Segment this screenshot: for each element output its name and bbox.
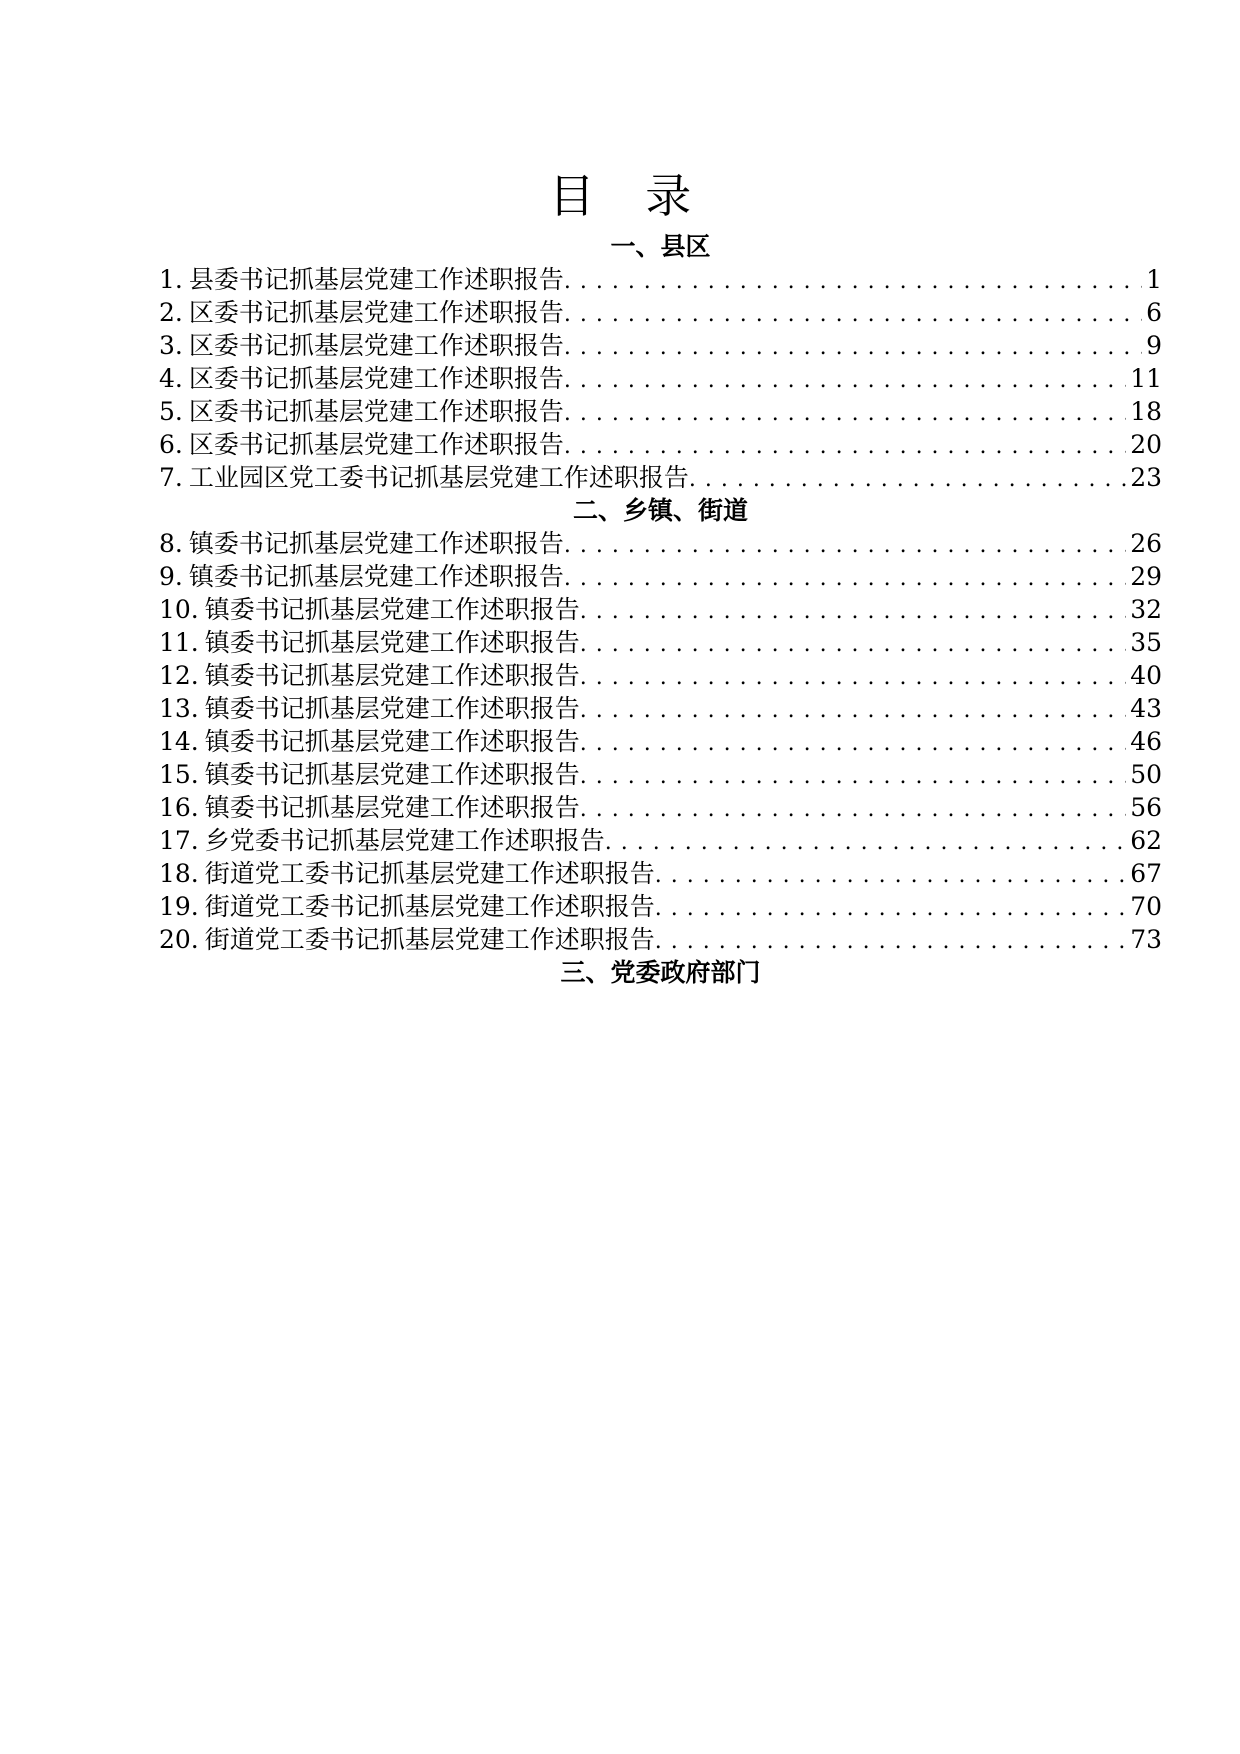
toc-entry-number: 13. <box>159 694 199 723</box>
toc-entry[interactable] <box>159 824 1162 857</box>
toc-entry-number: 6. <box>159 430 183 459</box>
toc-entry-number: 11. <box>159 628 199 657</box>
toc-entry-title: 工业园区党工委书记抓基层党建工作述职报告 <box>188 463 689 492</box>
toc-entry-title: 县委书记抓基层党建工作述职报告 <box>188 265 564 294</box>
toc-entry[interactable] <box>159 890 1162 923</box>
dot-leader <box>580 760 1126 793</box>
toc-entry-title: 镇委书记抓基层党建工作述职报告 <box>204 628 580 657</box>
toc-entry-title: 镇委书记抓基层党建工作述职报告 <box>188 529 564 558</box>
dot-leader <box>580 694 1126 727</box>
dot-leader <box>564 529 1126 562</box>
toc-entry-number: 10. <box>159 595 199 624</box>
toc-entry-title: 镇委书记抓基层党建工作述职报告 <box>188 562 564 591</box>
toc-entry[interactable] <box>159 692 1162 725</box>
toc-entry-number: 1. <box>159 265 183 294</box>
toc-entry-title: 区委书记抓基层党建工作述职报告 <box>188 364 564 393</box>
toc-entry-page-number: 32 <box>1130 595 1162 624</box>
toc-entry[interactable] <box>159 461 1162 494</box>
dot-leader <box>564 298 1142 331</box>
toc-entry-title: 镇委书记抓基层党建工作述职报告 <box>204 760 580 789</box>
toc-entry-page-number: 29 <box>1130 562 1162 591</box>
toc-entry-page-number: 35 <box>1130 628 1162 657</box>
toc-entry-title: 街道党工委书记抓基层党建工作述职报告 <box>204 925 655 954</box>
toc-entry-page-number: 67 <box>1130 859 1162 888</box>
toc-entry-page-number: 40 <box>1130 661 1162 690</box>
toc-entry-page-number: 9 <box>1146 331 1162 360</box>
toc-entry[interactable] <box>159 263 1162 296</box>
toc-entry-number: 15. <box>159 760 199 789</box>
toc-entry[interactable] <box>159 791 1162 824</box>
dot-leader <box>655 892 1126 925</box>
toc-entry[interactable] <box>159 593 1162 626</box>
dot-leader <box>564 331 1142 364</box>
toc-entry-page-number: 56 <box>1130 793 1162 822</box>
toc-entry-page-number: 1 <box>1146 265 1162 294</box>
toc-entry-page-number: 73 <box>1130 925 1162 954</box>
dot-leader <box>605 826 1126 859</box>
toc-entry-title: 区委书记抓基层党建工作述职报告 <box>188 430 564 459</box>
section-heading: 三、党委政府部门 <box>560 958 761 987</box>
dot-leader <box>564 430 1126 463</box>
toc-entry-title: 镇委书记抓基层党建工作述职报告 <box>204 595 580 624</box>
dot-leader <box>564 397 1126 430</box>
toc-entry-page-number: 43 <box>1130 694 1162 723</box>
toc-entry-title: 区委书记抓基层党建工作述职报告 <box>188 397 564 426</box>
toc-entry-number: 20. <box>159 925 199 954</box>
toc-entry-page-number: 46 <box>1130 727 1162 756</box>
toc-entry-number: 2. <box>159 298 183 327</box>
dot-leader <box>564 562 1126 595</box>
toc-entry-number: 4. <box>159 364 183 393</box>
table-of-contents <box>159 230 1162 989</box>
dot-leader <box>580 727 1126 760</box>
dot-leader <box>655 859 1126 892</box>
dot-leader <box>580 628 1126 661</box>
toc-entry[interactable] <box>159 725 1162 758</box>
toc-entry-page-number: 26 <box>1130 529 1162 558</box>
toc-entry-number: 18. <box>159 859 199 888</box>
toc-entry-number: 7. <box>159 463 183 492</box>
toc-entry-page-number: 62 <box>1130 826 1162 855</box>
toc-entry-title: 区委书记抓基层党建工作述职报告 <box>188 298 564 327</box>
toc-entry[interactable] <box>159 626 1162 659</box>
toc-entry-page-number: 18 <box>1130 397 1162 426</box>
toc-entry-title: 区委书记抓基层党建工作述职报告 <box>188 331 564 360</box>
toc-entry[interactable] <box>159 923 1162 956</box>
toc-entry-number: 3. <box>159 331 183 360</box>
toc-entry-title: 乡党委书记抓基层党建工作述职报告 <box>204 826 605 855</box>
dot-leader <box>564 364 1126 397</box>
dot-leader <box>689 463 1126 496</box>
toc-entry-title: 镇委书记抓基层党建工作述职报告 <box>204 793 580 822</box>
dot-leader <box>580 595 1126 628</box>
toc-entry-number: 12. <box>159 661 199 690</box>
toc-entry-title: 街道党工委书记抓基层党建工作述职报告 <box>204 859 655 888</box>
toc-entry-number: 17. <box>159 826 199 855</box>
toc-entry[interactable] <box>159 659 1162 692</box>
toc-entry-page-number: 11 <box>1130 364 1162 393</box>
toc-entry-title: 镇委书记抓基层党建工作述职报告 <box>204 727 580 756</box>
section-heading: 一、县区 <box>610 232 711 261</box>
toc-entry-page-number: 20 <box>1130 430 1162 459</box>
toc-entry-page-number: 70 <box>1130 892 1162 921</box>
toc-entry-page-number: 23 <box>1130 463 1162 492</box>
toc-entry-title: 街道党工委书记抓基层党建工作述职报告 <box>204 892 655 921</box>
toc-entry-title: 镇委书记抓基层党建工作述职报告 <box>204 694 580 723</box>
toc-entry[interactable] <box>159 329 1162 362</box>
toc-entry-number: 5. <box>159 397 183 426</box>
toc-entry[interactable] <box>159 362 1162 395</box>
toc-entry[interactable] <box>159 395 1162 428</box>
dot-leader <box>580 793 1126 826</box>
toc-entry[interactable] <box>159 527 1162 560</box>
dot-leader <box>580 661 1126 694</box>
toc-entry-number: 19. <box>159 892 199 921</box>
toc-entry-number: 9. <box>159 562 183 591</box>
toc-entry-number: 8. <box>159 529 183 558</box>
dot-leader <box>564 265 1142 298</box>
toc-entry[interactable] <box>159 560 1162 593</box>
toc-entry[interactable] <box>159 857 1162 890</box>
toc-entry-number: 14. <box>159 727 199 756</box>
toc-entry[interactable] <box>159 296 1162 329</box>
toc-entry[interactable] <box>159 428 1162 461</box>
toc-entry-page-number: 50 <box>1130 760 1162 789</box>
toc-entry[interactable] <box>159 758 1162 791</box>
toc-entry-number: 16. <box>159 793 199 822</box>
toc-entry-title: 镇委书记抓基层党建工作述职报告 <box>204 661 580 690</box>
dot-leader <box>655 925 1126 958</box>
section-heading: 二、乡镇、街道 <box>572 496 748 525</box>
toc-title: 目 录 <box>548 169 710 223</box>
toc-entry-page-number: 6 <box>1146 298 1162 327</box>
